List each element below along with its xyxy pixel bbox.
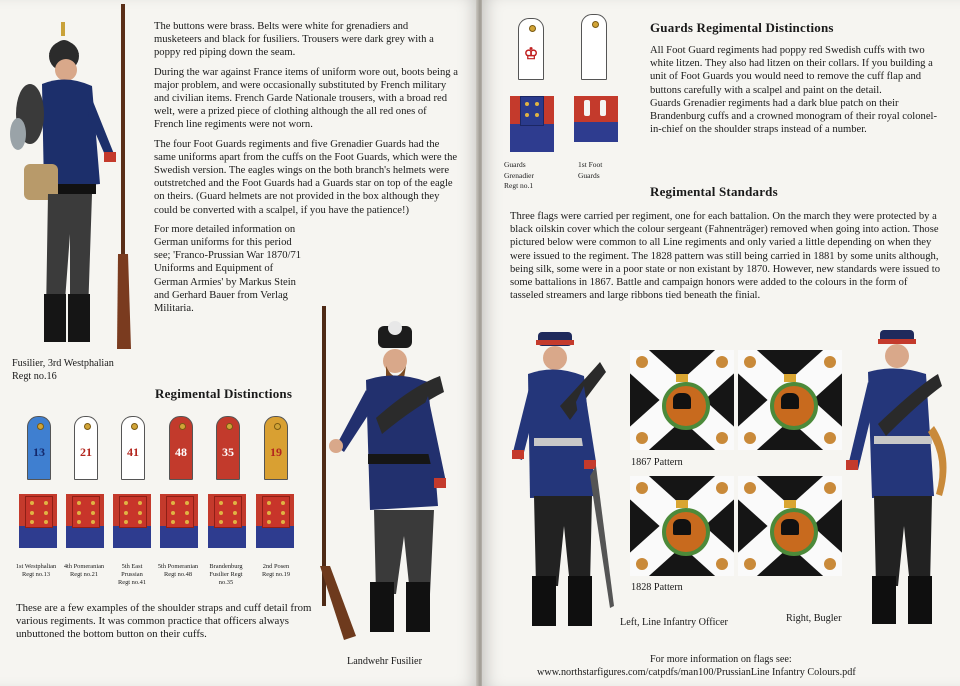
fusilier-caption-line-2: Regt no.16 [12, 370, 57, 382]
cuff-caption [200, 563, 252, 587]
guards-text [650, 44, 940, 136]
regiment-cuff [66, 494, 104, 548]
strap-number: 48 [175, 444, 187, 459]
bugler-caption: Right, Bugler [786, 613, 842, 624]
guards-grenadier-label-2: Grenadier [504, 170, 534, 180]
cuff-caption [58, 563, 110, 579]
fusilier-caption-line-1: Fusilier, 3rd Westphalian [12, 358, 114, 369]
landwehr-caption: Landwehr Fusilier [347, 656, 422, 667]
cuff-caption-line: 1st Westphalian [15, 563, 57, 570]
cuff-caption-line: Fusilier Regt [209, 571, 243, 578]
strap-number: 41 [127, 444, 139, 459]
bugler-illustration [838, 326, 958, 632]
crown-icon [784, 500, 796, 508]
cuff-caption [152, 563, 204, 579]
shoulder-strap [216, 416, 240, 480]
cuff-caption-line: Regt no.13 [21, 571, 51, 578]
regimental-standards-heading: Regimental Standards [650, 184, 778, 199]
intro-paragraph-3: The four Foot Guards regiments and five Grenadier Guards had the same uniforms apart from the cuffs on the Foot Guards, which were the Swedish version. The eagles wings on the both branch's helmets were outstretched and the Foot Guards had a Guards star on top of the eagle on theirs. (Guard helmets are not provided in the box although they could be converted with a scalpel, if you have the patience!) [154, 138, 458, 216]
crowned-monogram-icon: ♔ [523, 46, 539, 63]
fusilier-caption [12, 358, 114, 383]
shoulder-strap [27, 416, 51, 480]
strap-number: 35 [222, 444, 234, 459]
shoulder-strap [74, 416, 98, 480]
intro-paragraph-1: The buttons were brass. Belts were white for grenadiers and musketeers and black for fusiliers. Trousers were dark grey with a poppy red piping down the seam. [154, 21, 434, 59]
guards-paragraph-1: All Foot Guard regiments had poppy red Swedish cuffs with two white litzen. They also had litzen on their collars. If you building a unit of Foot Guards you would need to remove the cuff flap and buttons carefully with a scalpel and paint on the detail. [650, 45, 933, 96]
intro-text [154, 20, 458, 315]
cuff-caption-line: Regt no.21 [69, 571, 99, 578]
flag-1828-right [738, 476, 842, 576]
fusilier-figure-illustration [4, 4, 144, 354]
eagle-icon [781, 519, 799, 535]
guards-grenadier-label-1: Guards [504, 160, 526, 169]
foot-guards-label-2: Guards [578, 170, 600, 180]
flag-1828-left [630, 476, 734, 576]
crown-icon [676, 374, 688, 382]
brass-button-icon [179, 423, 186, 430]
crown-icon [784, 374, 796, 382]
landwehr-fusilier-illustration [316, 306, 462, 651]
cuff-caption-line: 4th Pomeranian [63, 563, 105, 570]
regiment-cuff [113, 494, 151, 548]
strap-number: 21 [80, 444, 92, 459]
brass-button-icon [37, 423, 44, 430]
flag-1867-right [738, 350, 842, 450]
flag-1828-caption: 1828 Pattern [631, 582, 683, 593]
foot-guards-label-1: 1st Foot [578, 160, 603, 169]
cuff-caption-line: 5th Pomeranian [157, 563, 199, 570]
intro-paragraph-4: For more detailed information on German uniforms for this period see; 'Franco-Prussian War 1870/71 Uniforms and Equipment of German Armies' by Markus Stein and Gerhard Bauer from Verlag Militaria. [154, 223, 302, 315]
guards-grenadier-cuff [510, 96, 554, 152]
brass-button-icon [226, 423, 233, 430]
officer-caption: Left, Line Infantry Officer [620, 617, 728, 628]
cuff-caption-line: Regt no.19 [261, 571, 291, 578]
cuff-caption-line: Prussian [121, 571, 143, 578]
flag-1867-caption: 1867 Pattern [631, 457, 683, 468]
brass-button-icon [274, 423, 281, 430]
regimental-distinctions-heading: Regimental Distinctions [155, 386, 293, 401]
shoulder-strap [169, 416, 193, 480]
cuff-caption-line: 2nd Posen [262, 563, 290, 570]
more-info-text: For more information on flags see: [650, 654, 792, 665]
cuff-caption-line: no.35 [218, 579, 234, 586]
foot-guards-cuff [574, 96, 618, 142]
regiment-cuff [160, 494, 198, 548]
guards-grenadier-label [504, 160, 554, 192]
eagle-icon [673, 393, 691, 409]
cuff-caption [250, 563, 302, 579]
eagle-icon [673, 519, 691, 535]
right-page [482, 0, 960, 686]
regiment-cuff [208, 494, 246, 548]
cuff-caption-line: Regt no.48 [163, 571, 193, 578]
shoulder-strap [121, 416, 145, 480]
standards-text: Three flags were carried per regiment, one for each battalion. On the march they were protected by a black oilskin cover which the colour sergeant (Fahnenträger) removed when going into action. Those pictured below were common to all Line regiments and only varied a little depending on when they were issued to the regiment. The 1828 pattern was still being carried in 1881 by some units although, being silk, some were in a poor state or non existant by 1870. However, new standards were issued to some battalions in 1867. Battle and campaign honors were added to the colours in the form of tasseled streamers and large ribbons tied beneath the finial. [510, 211, 940, 302]
cuff-caption-line: Regt no.41 [117, 579, 147, 586]
crown-icon [676, 500, 688, 508]
shoulder-strap [264, 416, 288, 480]
brass-button-icon [84, 423, 91, 430]
strap-number: 19 [270, 444, 282, 459]
guards-paragraph-2: Guards Grenadier regiments had a dark blue patch on their Brandenburg cuffs and a crowned monogram of their royal colonel-in-chief on the shoulder straps instead of a number. [650, 97, 938, 136]
flags-url[interactable]: www.northstarfigures.com/catpdfs/man100/PrussianLine Infantry Colours.pdf [537, 667, 856, 678]
foot-guards-label [578, 160, 628, 181]
guards-grenadier-label-3: Regt no.1 [504, 181, 534, 190]
regiment-cuff [256, 494, 294, 548]
cuff-caption [10, 563, 62, 579]
eagle-icon [781, 393, 799, 409]
guards-distinctions-heading: Guards Regimental Distinctions [650, 20, 834, 35]
line-infantry-officer-illustration [500, 326, 630, 646]
intro-paragraph-2: During the war against France items of uniform wore out, boots being a major problem, and were occasionally substituted by French military and civilian items. French Garde Nationale trousers, with a broad red welt, were a prized piece of clothing although the all red ones of French line regiments were not worn. [154, 66, 458, 131]
shoulder-strap-note: These are a few examples of the shoulder straps and cuff detail from various regiments. It was common practice that officers always unbuttoned the bottom button on their cuffs. [16, 602, 312, 641]
guards-grenadier-strap [518, 18, 544, 80]
cuff-caption-line: Brandenburg [209, 563, 243, 570]
left-page [0, 0, 478, 686]
cuff-caption-line: 5th East [121, 563, 143, 570]
regiment-cuff [19, 494, 57, 548]
strap-number: 13 [33, 444, 45, 459]
brass-button-icon [131, 423, 138, 430]
foot-guards-strap [581, 14, 607, 80]
flag-1867-left [630, 350, 734, 450]
cuff-caption [106, 563, 158, 587]
